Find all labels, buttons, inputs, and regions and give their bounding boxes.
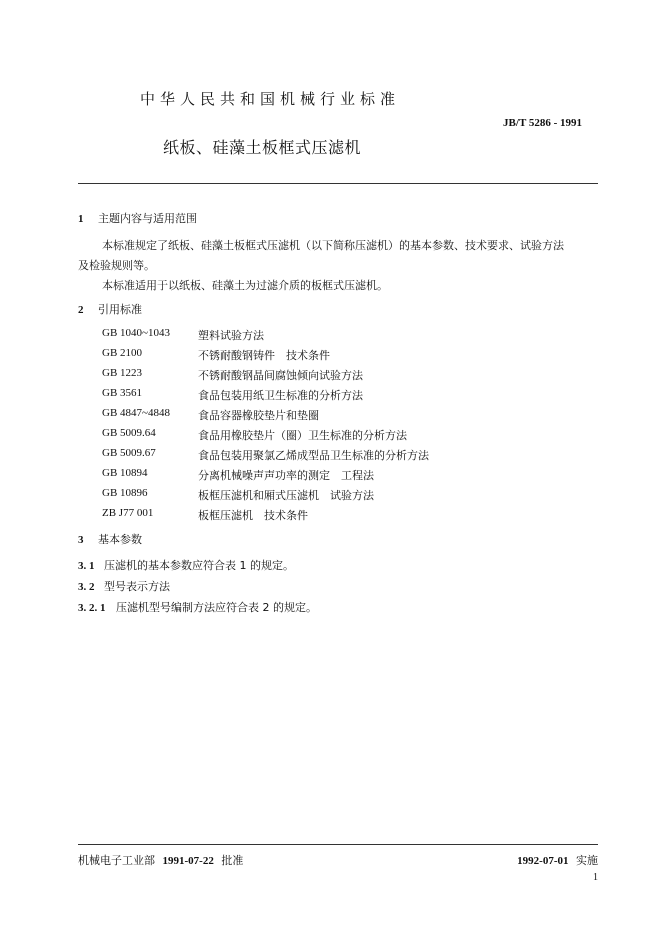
reference-name: 食品用橡胶垫片（圈）卫生标准的分析方法 bbox=[198, 429, 407, 442]
section-title: 主题内容与适用范围 bbox=[98, 212, 197, 225]
clause-text: 压滤机型号编制方法应符合表 2 的规定。 bbox=[116, 601, 317, 614]
section-2-heading bbox=[78, 301, 142, 317]
reference-code: GB 1223 bbox=[102, 367, 143, 379]
reference-code: GB 2100 bbox=[102, 347, 143, 359]
standard-code: JB/T 5286 - 1991 bbox=[503, 117, 582, 129]
reference-code: GB 3561 bbox=[102, 387, 143, 399]
reference-code: GB 4847~4848 bbox=[102, 407, 170, 419]
approval-line bbox=[78, 852, 243, 868]
reference-name: 分离机械噪声声功率的测定 工程法 bbox=[198, 469, 374, 482]
approval-label: 批准 bbox=[221, 854, 244, 867]
reference-name: 食品包装用纸卫生标准的分析方法 bbox=[198, 389, 363, 402]
clause-3-2-1 bbox=[78, 599, 317, 615]
reference-name: 食品容器橡胶垫片和垫圈 bbox=[198, 409, 319, 422]
implementation-line bbox=[517, 852, 598, 868]
section-3-heading bbox=[78, 531, 142, 547]
page-number: 1 bbox=[593, 872, 598, 883]
clause-text: 压滤机的基本参数应符合表 1 的规定。 bbox=[104, 559, 294, 572]
clause-number: 3. 2 bbox=[78, 581, 95, 593]
clause-number: 3. 2. 1 bbox=[78, 602, 106, 614]
clause-text: 型号表示方法 bbox=[104, 580, 170, 593]
reference-name: 不锈耐酸钢晶间腐蚀倾向试验方法 bbox=[198, 369, 363, 382]
section-1-heading bbox=[78, 210, 197, 226]
implementation-date: 1992-07-01 bbox=[517, 855, 569, 867]
reference-name: 食品包装用聚氯乙烯成型品卫生标准的分析方法 bbox=[198, 449, 429, 462]
section-1-paragraph-2: 本标准适用于以纸板、硅藻土为过滤介质的板框式压滤机。 bbox=[102, 279, 388, 292]
reference-name: 塑料试验方法 bbox=[198, 329, 264, 342]
approval-date: 1991-07-22 bbox=[162, 855, 214, 867]
reference-code: GB 1040~1043 bbox=[102, 327, 170, 339]
section-number: 3 bbox=[78, 534, 84, 546]
reference-code: GB 10894 bbox=[102, 467, 148, 479]
reference-code: GB 5009.67 bbox=[102, 447, 156, 459]
section-1-paragraph-1-line-2: 及检验规则等。 bbox=[78, 259, 155, 272]
approval-organization: 机械电子工业部 bbox=[78, 854, 155, 867]
reference-code: GB 10896 bbox=[102, 487, 148, 499]
implementation-label: 实施 bbox=[576, 854, 598, 867]
section-title: 引用标准 bbox=[98, 303, 142, 316]
reference-code: GB 5009.64 bbox=[102, 427, 156, 439]
industry-standard-heading: 中华人民共和国机械行业标准 bbox=[140, 90, 401, 108]
reference-name: 板框压滤机 技术条件 bbox=[198, 509, 308, 522]
section-1-paragraph-1-line-1: 本标准规定了纸板、硅藻土板框式压滤机（以下简称压滤机）的基本参数、技术要求、试验方法 bbox=[102, 239, 564, 252]
header-divider bbox=[78, 183, 598, 184]
section-title: 基本参数 bbox=[98, 533, 142, 546]
reference-name: 板框压滤机和厢式压滤机 试验方法 bbox=[198, 489, 374, 502]
reference-name: 不锈耐酸钢铸件 技术条件 bbox=[198, 349, 330, 362]
reference-code: ZB J77 001 bbox=[102, 507, 154, 519]
section-number: 2 bbox=[78, 304, 84, 316]
document-title: 纸板、硅藻土板框式压滤机 bbox=[163, 138, 362, 157]
footer-divider bbox=[78, 844, 598, 845]
clause-3-1 bbox=[78, 557, 294, 573]
clause-3-2 bbox=[78, 578, 170, 594]
clause-number: 3. 1 bbox=[78, 560, 95, 572]
section-number: 1 bbox=[78, 213, 84, 225]
